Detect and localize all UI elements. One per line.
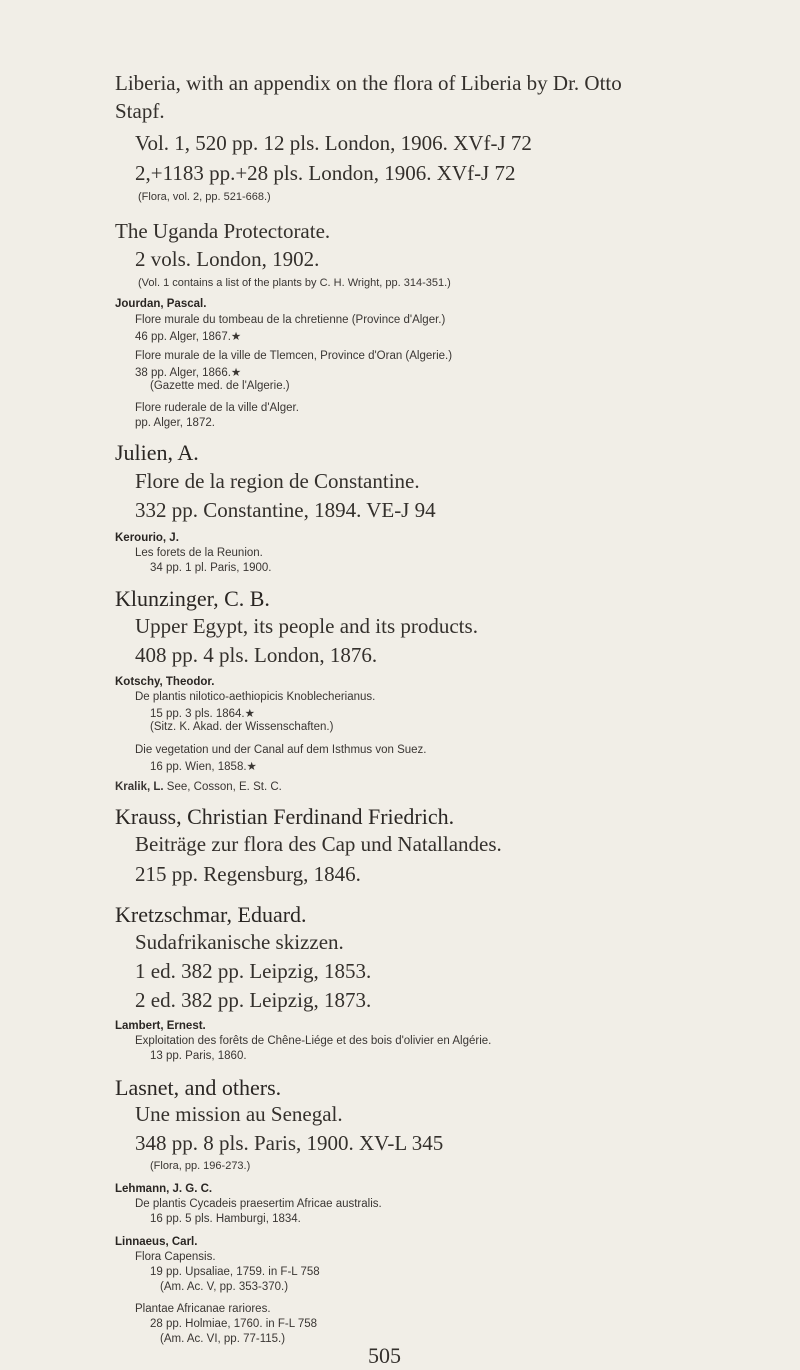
author-name: Kralik, L. <box>115 781 164 793</box>
entry-detail: 1 ed. 382 pp. Leipzig, 1853. <box>135 959 372 983</box>
see-reference: See, Cosson, E. St. C. <box>166 781 282 793</box>
entry-detail: 16 pp. Wien, 1858.★ <box>150 761 257 773</box>
entry-title: Une mission au Senegal. <box>135 1102 343 1126</box>
entry-detail: 408 pp. 4 pls. London, 1876. <box>135 643 378 667</box>
entry-detail: 2 ed. 382 pp. Leipzig, 1873. <box>135 988 372 1012</box>
entry-detail: 38 pp. Alger, 1866.★ <box>135 367 242 379</box>
entry-detail: 332 pp. Constantine, 1894. VE-J 94 <box>135 498 436 522</box>
entry-title: Flore murale du tombeau de la chretienne (Province d'Alger.) <box>135 314 446 326</box>
entry-note: (Gazette med. de l'Algerie.) <box>150 380 290 392</box>
entry-title: Les forets de la Reunion. <box>135 547 263 559</box>
page-number: 505 <box>368 1343 401 1368</box>
entry-title: Liberia, with an appendix on the flora of Liberia by Dr. Otto <box>115 71 622 95</box>
entry-title: Flora Capensis. <box>135 1251 216 1263</box>
entry-note: (Flora, vol. 2, pp. 521-668.) <box>138 191 271 203</box>
entry-title: Die vegetation und der Canal auf dem Isthmus von Suez. <box>135 744 427 756</box>
entry-detail: 348 pp. 8 pls. Paris, 1900. XV-L 345 <box>135 1131 444 1155</box>
entry-title: Flore murale de la ville de Tlemcen, Province d'Oran (Algerie.) <box>135 350 453 362</box>
entry-detail: 2,+1183 pp.+28 pls. London, 1906. XVf-J 72 <box>135 161 516 185</box>
entry-title: Beiträge zur flora des Cap und Natallandes. <box>135 832 502 856</box>
author-name: Jourdan, Pascal. <box>115 298 207 310</box>
entry-title-cont: Stapf. <box>115 99 165 123</box>
entry-detail: pp. Alger, 1872. <box>135 417 215 429</box>
entry-note: (Am. Ac. VI, pp. 77-115.) <box>160 1333 286 1345</box>
entry-detail: 28 pp. Holmiae, 1760. in F-L 758 <box>150 1318 318 1330</box>
author-name: Julien, A. <box>115 440 199 465</box>
author-name: Krauss, Christian Ferdinand Friedrich. <box>115 804 455 829</box>
entry-detail: 13 pp. Paris, 1860. <box>150 1050 247 1062</box>
entry-title: Flore de la region de Constantine. <box>135 469 420 493</box>
author-name: Lasnet, and others. <box>115 1075 282 1100</box>
cross-reference <box>115 781 282 793</box>
entry-title: Sudafrikanische skizzen. <box>135 930 344 954</box>
author-name: Lehmann, J. G. C. <box>115 1183 213 1195</box>
author-name: Kretzschmar, Eduard. <box>115 902 307 927</box>
entry-title: Flore ruderale de la ville d'Alger. <box>135 402 299 414</box>
entry-title: Plantae Africanae rariores. <box>135 1303 271 1315</box>
entry-detail: 2 vols. London, 1902. <box>135 247 320 271</box>
author-name: Kerourio, J. <box>115 532 179 544</box>
entry-note: (Flora, pp. 196-273.) <box>150 1160 251 1172</box>
entry-detail: 19 pp. Upsaliae, 1759. in F-L 758 <box>150 1266 320 1278</box>
entry-title: Exploitation des forêts de Chêne-Liége et des bois d'olivier en Algérie. <box>135 1035 492 1047</box>
author-name: Kotschy, Theodor. <box>115 676 215 688</box>
entry-detail: 15 pp. 3 pls. 1864.★ <box>150 708 255 720</box>
entry-detail: 46 pp. Alger, 1867.★ <box>135 331 242 343</box>
author-name: Lambert, Ernest. <box>115 1020 206 1032</box>
entry-note: (Am. Ac. V, pp. 353-370.) <box>160 1281 289 1293</box>
entry-title: De plantis Cycadeis praesertim Africae australis. <box>135 1198 382 1210</box>
entry-note: (Sitz. K. Akad. der Wissenschaften.) <box>150 721 334 733</box>
entry-title: De plantis nilotico-aethiopicis Knoblecherianus. <box>135 691 376 703</box>
entry-detail: Vol. 1, 520 pp. 12 pls. London, 1906. XVf-J 72 <box>135 131 532 155</box>
entry-detail: 16 pp. 5 pls. Hamburgi, 1834. <box>150 1213 301 1225</box>
entry-title: Upper Egypt, its people and its products. <box>135 614 478 638</box>
author-name: Linnaeus, Carl. <box>115 1236 198 1248</box>
entry-detail: 34 pp. 1 pl. Paris, 1900. <box>150 562 272 574</box>
entry-title: The Uganda Protectorate. <box>115 219 331 243</box>
entry-detail: 215 pp. Regensburg, 1846. <box>135 862 361 886</box>
entry-note: (Vol. 1 contains a list of the plants by C. H. Wright, pp. 314-351.) <box>138 277 451 289</box>
author-name: Klunzinger, C. B. <box>115 586 270 611</box>
